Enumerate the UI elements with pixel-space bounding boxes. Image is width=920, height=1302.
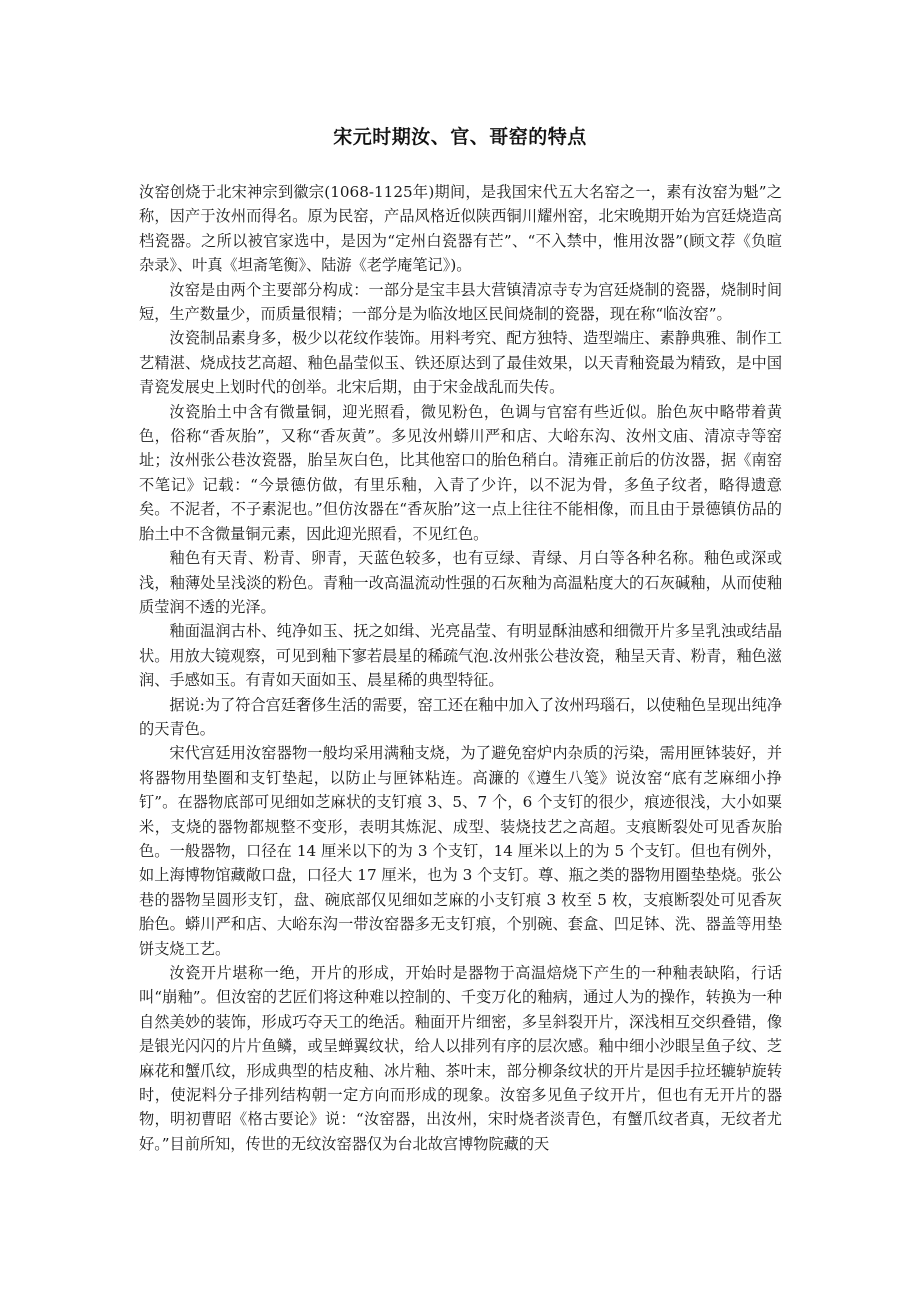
paragraph-6: 釉面温润古朴、纯净如玉、抚之如缉、光亮晶莹、有明显酥油感和细微开片多呈乳浊或结晶状。用放大镜观察，可见到釉下寥若晨星的稀疏气泡.汝州张公巷汝瓷，釉呈天青、粉青，釉色滋润、手感如玉。有青如天面如玉、晨星稀的典型特征。 (139, 622, 782, 690)
paragraph-7: 据说:为了符合宫廷奢侈生活的需要，窑工还在釉中加入了汝州玛瑙石，以使釉色呈现出纯净的天青色。 (139, 695, 783, 738)
paragraph-2: 汝窑是由两个主要部分构成：一部分是宝丰县大营镇清凉寺专为宫廷烧制的瓷器，烧制时间短，生产数量少，而质量很精；一部分是为临汝地区民间烧制的瓷器，现在称“临汝窑”。 (139, 280, 782, 324)
paragraph-3: 汝瓷制品素身多，极少以花纹作装饰。用料考究、配方独特、造型端庄、素静典雅、制作工艺精湛、烧成技艺高超、釉色晶莹似玉、铁还原达到了最佳效果，以天青釉瓷最为精致，是中国青瓷发展史上划时代的创举。北宋后期，由于宋金战乱而失传。 (139, 329, 782, 397)
document-title: 宋元时期汝、官、哥窑的特点 (333, 126, 587, 148)
paragraph-1: 汝窑创烧于北宋神宗到徽宗(1068-1125年)期间，是我国宋代五大名窑之一，素有汝窑为魁”之称，因产于汝州而得名。原为民窑，产品风格近似陕西铜川耀州窑，北宋晚期开始为宫廷烧造高档瓷器。之所以被官家选中，是因为“定州白瓷器有芒”、“不入禁中，惟用汝器”(顾文荐《负暄杂录》、叶真《坦斋笔衡》、陆游《老学庵笔记》)。 (139, 183, 782, 275)
paragraph-4: 汝瓷胎土中含有微量铜，迎光照看，微见粉色，色调与官窑有些近似。胎色灰中略带着黄色，俗称“香灰胎”，又称“香灰黄”。多见汝州蟒川严和店、大峪东沟、汝州文庙、清凉寺等窑址；汝州张公巷汝瓷器，胎呈灰白色，比其他窑口的胎色稍白。清雍正前后的仿汝器，据《南窑不笔记》记载：“今景德仿做，有里乐釉，入青了少许，以不泥为骨，多鱼子纹者，略得遗意矣。不泥者，不子素泥也。”但仿汝器在“香灰胎”这一点上往往不能相像，而且由于景德镇仿品的胎土中不含微量铜元素，因此迎光照看，不见红色。 (139, 402, 782, 543)
document-body (139, 180, 782, 1156)
paragraph-5: 釉色有天青、粉青、卵青，天蓝色较多，也有豆绿、青绿、月白等各种名称。釉色或深或浅，釉薄处呈浅淡的粉色。青釉一改高温流动性强的石灰釉为高温粘度大的石灰碱釉，从而使釉质莹润不透的光泽。 (139, 549, 782, 616)
paragraph-8: 宋代宫廷用汝窑器物一般均采用满釉支烧，为了避免窑炉内杂质的污染，需用匣钵装好，并将器物用垫圈和支钉垫起，以防止与匣钵粘连。高濂的《遵生八笺》说汝窑“底有芝麻细小挣钉”。在器物底部可见细如芝麻状的支钉痕 3、5、7 个，6 个支钉的很少，痕迹很浅，大小如粟米，支烧的器物都规整不变形，表明其炼泥、成型、装烧技艺之高超。支痕断裂处可见香灰胎色。一般器物，口径在 14 厘米以下的为 3 个支钉，14 厘米以上的为 5 个支钉。但也有例外，如上海博物馆藏敞口盘，口径大 17 厘米，也为 3 个支钉。尊、瓶之类的器物用圈垫垫烧。张公巷的器物呈圆形支钉，盘、碗底部仅见细如芝麻的小支钉痕 3 枚至 5 枚，支痕断裂处可见香灰胎色。蟒川严和店、大峪东沟一带汝窑器多无支钉痕，个别碗、套盒、凹足钵、洗、器盖等用垫饼支烧工艺。 (139, 744, 782, 958)
paragraph-9: 汝瓷开片堪称一绝，开片的形成，开始时是器物于高温焙烧下产生的一种釉表缺陷，行话叫“崩釉”。但汝窑的艺匠们将这种难以控制的、千变万化的釉病，通过人为的操作，转换为一种自然美妙的装饰，形成巧夺天工的绝活。釉面开片细密，多呈斜裂开片，深浅相互交织叠错，像是银光闪闪的片片鱼鳞，或呈蝉翼纹状，给人以排列有序的层次感。釉中细小沙眼呈鱼子纹、芝麻花和蟹爪纹，形成典型的桔皮釉、冰片釉、茶叶末，部分柳条纹状的开片是因手拉坯辘轳旋转时，使泥料分子排列结构朝一定方向而形成的现象。汝窑多见鱼子纹开片，但也有无开片的器物，明初曹昭《格古要论》说：“汝窑器，出汝州，宋时烧者淡青色，有蟹爪纹者真，无纹者尤好。”目前所知，传世的无纹汝窑器仅为台北故宫博物院藏的天 (139, 964, 782, 1153)
